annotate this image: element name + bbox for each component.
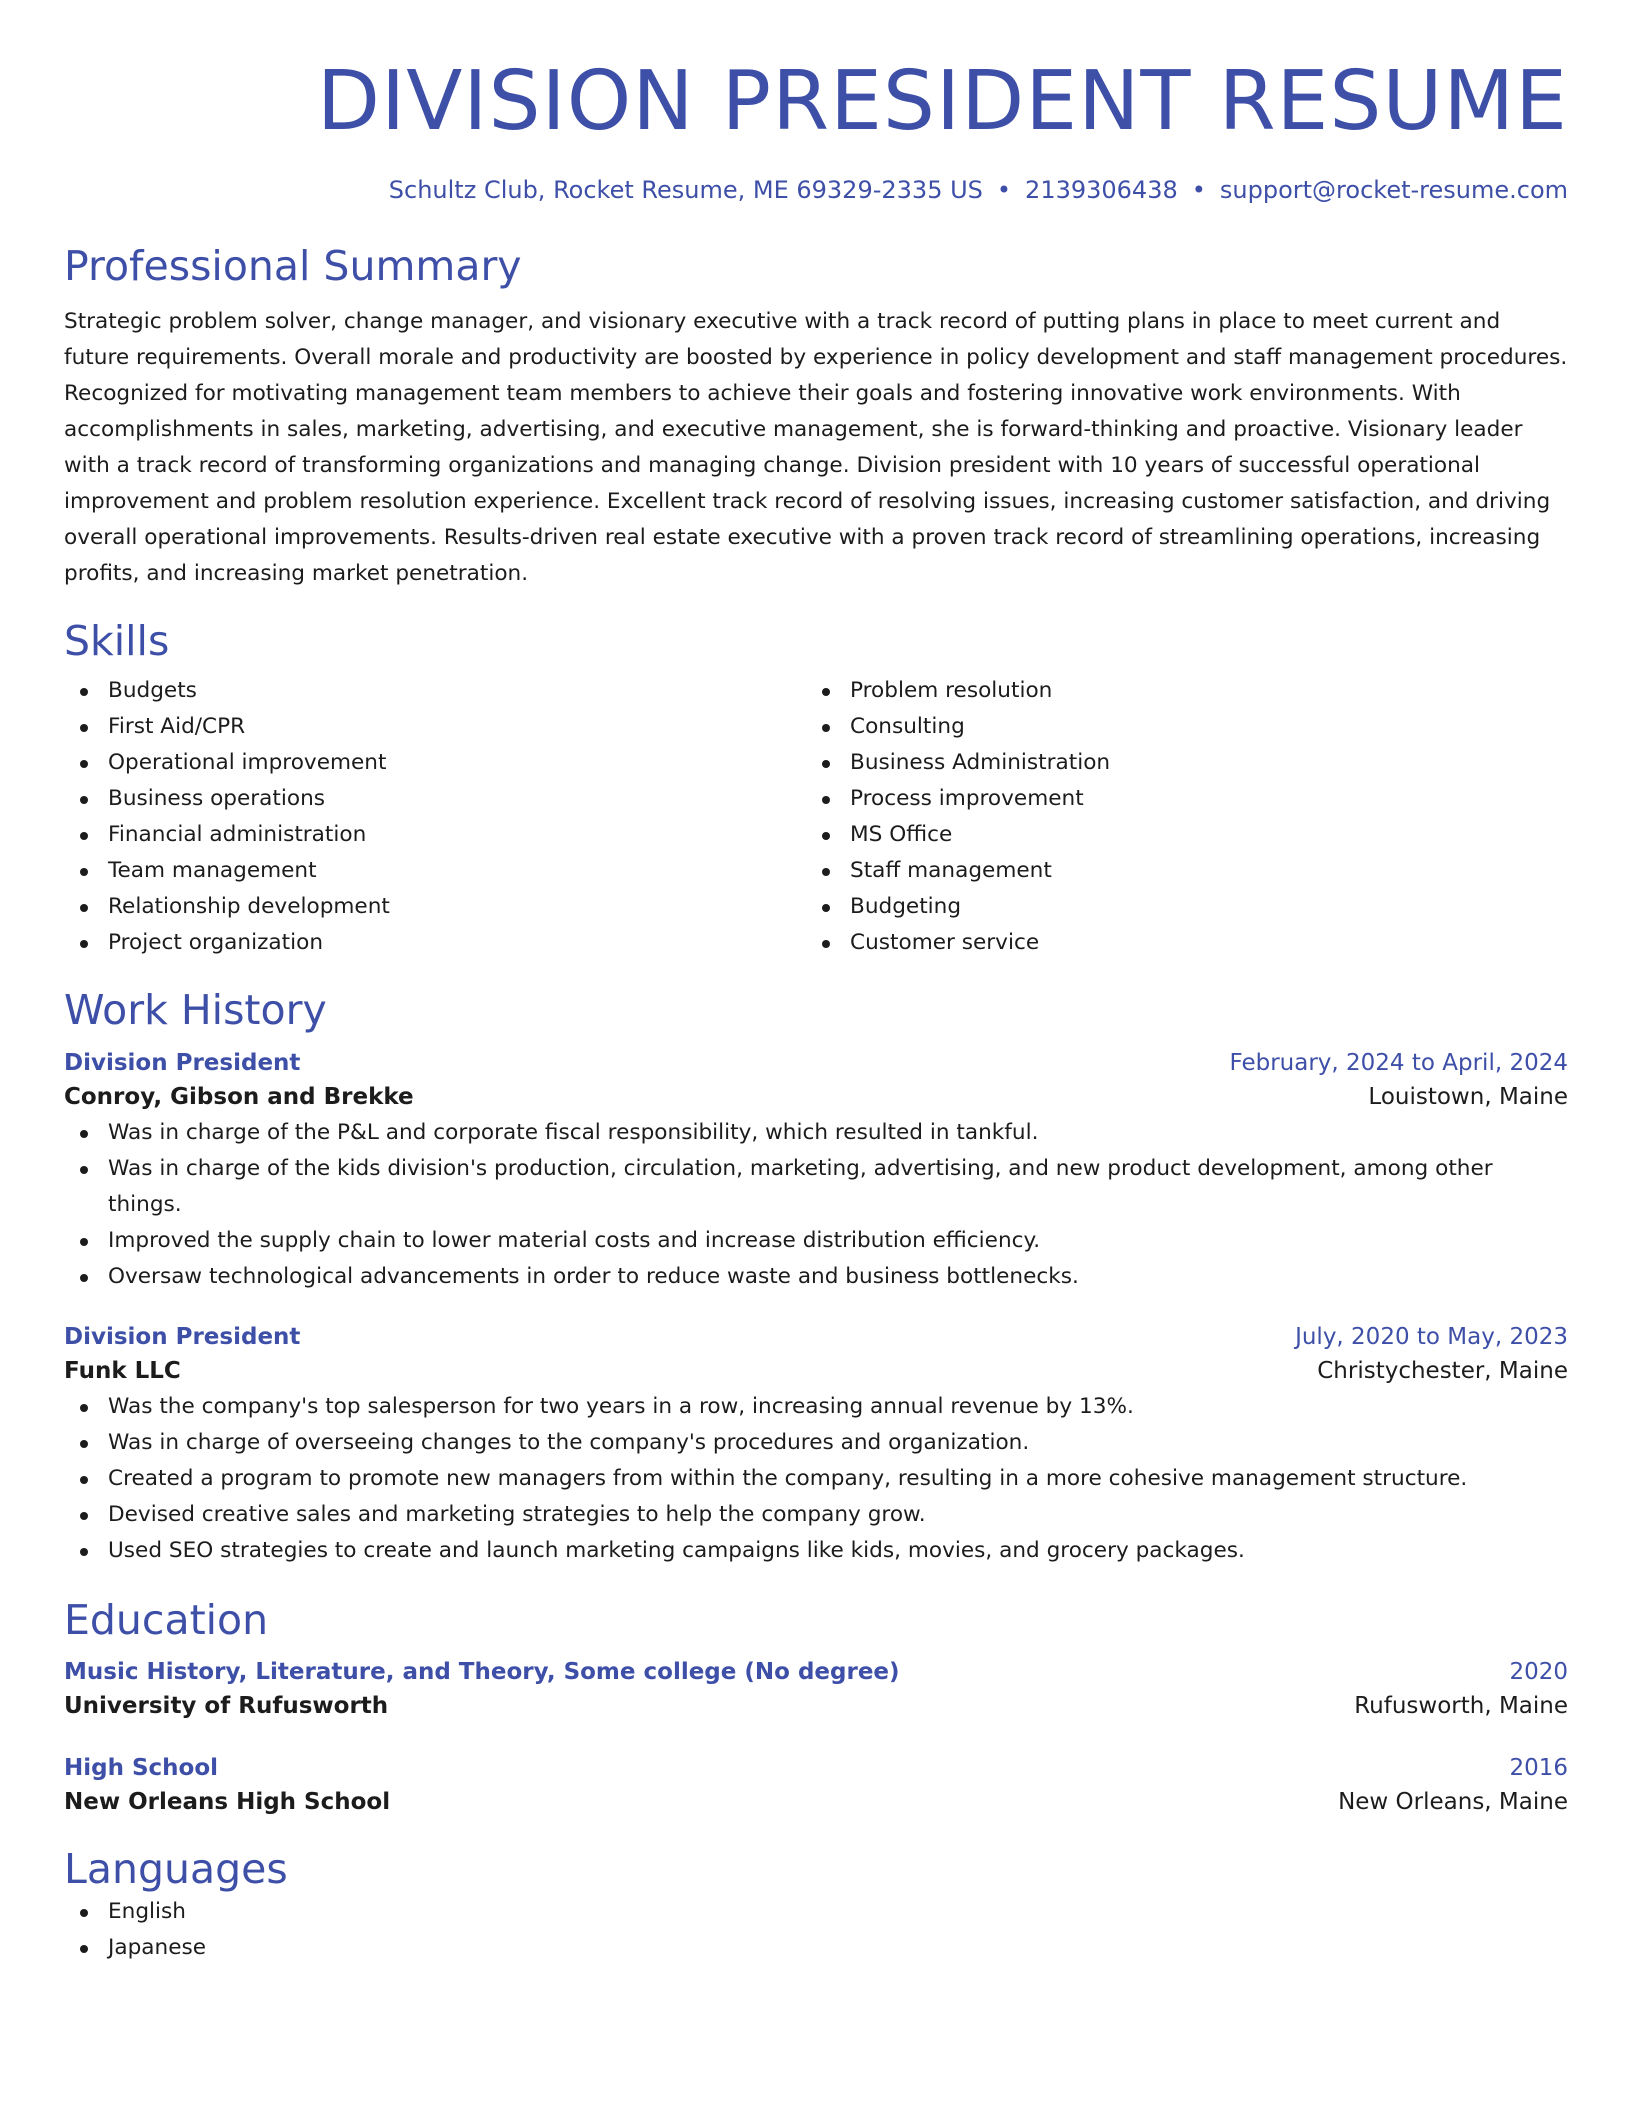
education-degree-row <box>64 1656 1568 1688</box>
job-entry <box>64 1321 1568 1569</box>
education-location: New Orleans, Maine <box>1338 1789 1568 1815</box>
skills-grid <box>64 673 1568 961</box>
education-entry <box>64 1656 1568 1724</box>
job-bullet: Used SEO strategies to create and launch marketing campaigns like kids, movies, and grocery packages. <box>64 1533 1568 1569</box>
languages-heading: Languages <box>64 1845 288 1893</box>
skill-item: Business Administration <box>806 745 1548 781</box>
job-location: Christychester, Maine <box>1317 1358 1568 1384</box>
job-bullet: Was the company's top salesperson for two years in a row, increasing annual revenue by 13%. <box>64 1389 1568 1425</box>
skill-item: First Aid/CPR <box>64 709 806 745</box>
languages-section <box>64 1844 1568 1966</box>
education-school: University of Rufusworth <box>64 1693 389 1719</box>
job-dates: February, 2024 to April, 2024 <box>1229 1050 1568 1076</box>
contact-separator: • <box>1191 176 1206 204</box>
skills-section <box>64 616 1568 961</box>
education-degree: Music History, Literature, and Theory, Some college (No degree) <box>64 1659 900 1685</box>
education-entry <box>64 1752 1568 1820</box>
summary-section <box>64 241 1568 592</box>
education-location: Rufusworth, Maine <box>1354 1693 1568 1719</box>
skills-column-left <box>64 673 806 961</box>
job-bullet: Created a program to promote new managers from within the company, resulting in a more cohesive management structure. <box>64 1461 1568 1497</box>
education-heading: Education <box>64 1596 269 1644</box>
skill-item: Relationship development <box>64 889 806 925</box>
skill-item: Process improvement <box>806 781 1548 817</box>
work-history-heading: Work History <box>64 986 327 1034</box>
skill-item: MS Office <box>806 817 1548 853</box>
languages-list <box>64 1894 1568 1966</box>
language-item: Japanese <box>64 1930 1568 1966</box>
job-bullet: Was in charge of the kids division's production, circulation, marketing, advertising, and new product development, among other things. <box>64 1151 1568 1223</box>
job-title-row <box>64 1047 1568 1079</box>
skill-item: Business operations <box>64 781 806 817</box>
contact-info <box>64 174 1568 206</box>
job-bullet: Was in charge of overseeing changes to the company's procedures and organization. <box>64 1425 1568 1461</box>
education-year: 2016 <box>1509 1755 1568 1781</box>
resume-title: DIVISION PRESIDENT RESUME <box>316 54 1568 149</box>
education-school-row <box>64 1688 1568 1724</box>
skill-item: Budgeting <box>806 889 1548 925</box>
job-bullet: Was in charge of the P&L and corporate fiscal responsibility, which resulted in tankful. <box>64 1115 1568 1151</box>
skills-column-right <box>806 673 1548 961</box>
skill-item: Operational improvement <box>64 745 806 781</box>
education-degree-row <box>64 1752 1568 1784</box>
skills-heading: Skills <box>64 617 170 665</box>
job-company: Funk LLC <box>64 1358 181 1384</box>
education-section <box>64 1595 1568 1820</box>
language-item: English <box>64 1894 1568 1930</box>
job-title: Division President <box>64 1050 301 1076</box>
skill-item: Budgets <box>64 673 806 709</box>
skill-item: Team management <box>64 853 806 889</box>
job-company: Conroy, Gibson and Brekke <box>64 1084 414 1110</box>
job-bullets <box>64 1115 1568 1295</box>
job-bullet: Improved the supply chain to lower material costs and increase distribution efficiency. <box>64 1223 1568 1259</box>
work-history-section <box>64 985 1568 1569</box>
job-bullets <box>64 1389 1568 1569</box>
job-title: Division President <box>64 1324 301 1350</box>
job-entry <box>64 1047 1568 1295</box>
contact-email[interactable]: support@rocket-resume.com <box>1219 176 1568 204</box>
skill-item: Project organization <box>64 925 806 961</box>
skill-item: Customer service <box>806 925 1548 961</box>
summary-text: Strategic problem solver, change manager, and visionary executive with a track record of putting plans in place to meet current and future requirements. Overall morale and productivity are boosted by experience in policy development and staff management procedures. Recognized for motivating management team members to achieve their goals and fostering innovative work environments. With accomplishments in sales, marketing, advertising, and executive management, she is forward-thinking and proactive. Visionary leader with a track record of transforming organizations and managing change. Division president with 10 years of successful operational improvement and problem resolution experience. Excellent track record of resolving issues, increasing customer satisfaction, and driving overall operational improvements. Results-driven real estate executive with a proven track record of streamlining operations, increasing profits, and increasing market penetration. <box>64 309 1568 586</box>
resume-page <box>64 0 1568 1966</box>
education-school-row <box>64 1784 1568 1820</box>
job-title-row <box>64 1321 1568 1353</box>
job-location: Louistown, Maine <box>1368 1084 1568 1110</box>
job-company-row <box>64 1079 1568 1115</box>
skill-item: Staff management <box>806 853 1548 889</box>
skill-item: Problem resolution <box>806 673 1548 709</box>
education-year: 2020 <box>1509 1659 1568 1685</box>
job-bullet: Devised creative sales and marketing strategies to help the company grow. <box>64 1497 1568 1533</box>
education-degree: High School <box>64 1755 219 1781</box>
skill-item: Financial administration <box>64 817 806 853</box>
job-bullet: Oversaw technological advancements in order to reduce waste and business bottlenecks. <box>64 1259 1568 1295</box>
education-school: New Orleans High School <box>64 1789 391 1815</box>
job-dates: July, 2020 to May, 2023 <box>1295 1324 1568 1350</box>
job-company-row <box>64 1353 1568 1389</box>
contact-address: Schultz Club, Rocket Resume, ME 69329-2335 US <box>388 176 983 204</box>
contact-separator: • <box>996 176 1012 204</box>
summary-heading: Professional Summary <box>64 242 522 290</box>
skill-item: Consulting <box>806 709 1548 745</box>
contact-phone: 2139306438 <box>1025 176 1178 204</box>
